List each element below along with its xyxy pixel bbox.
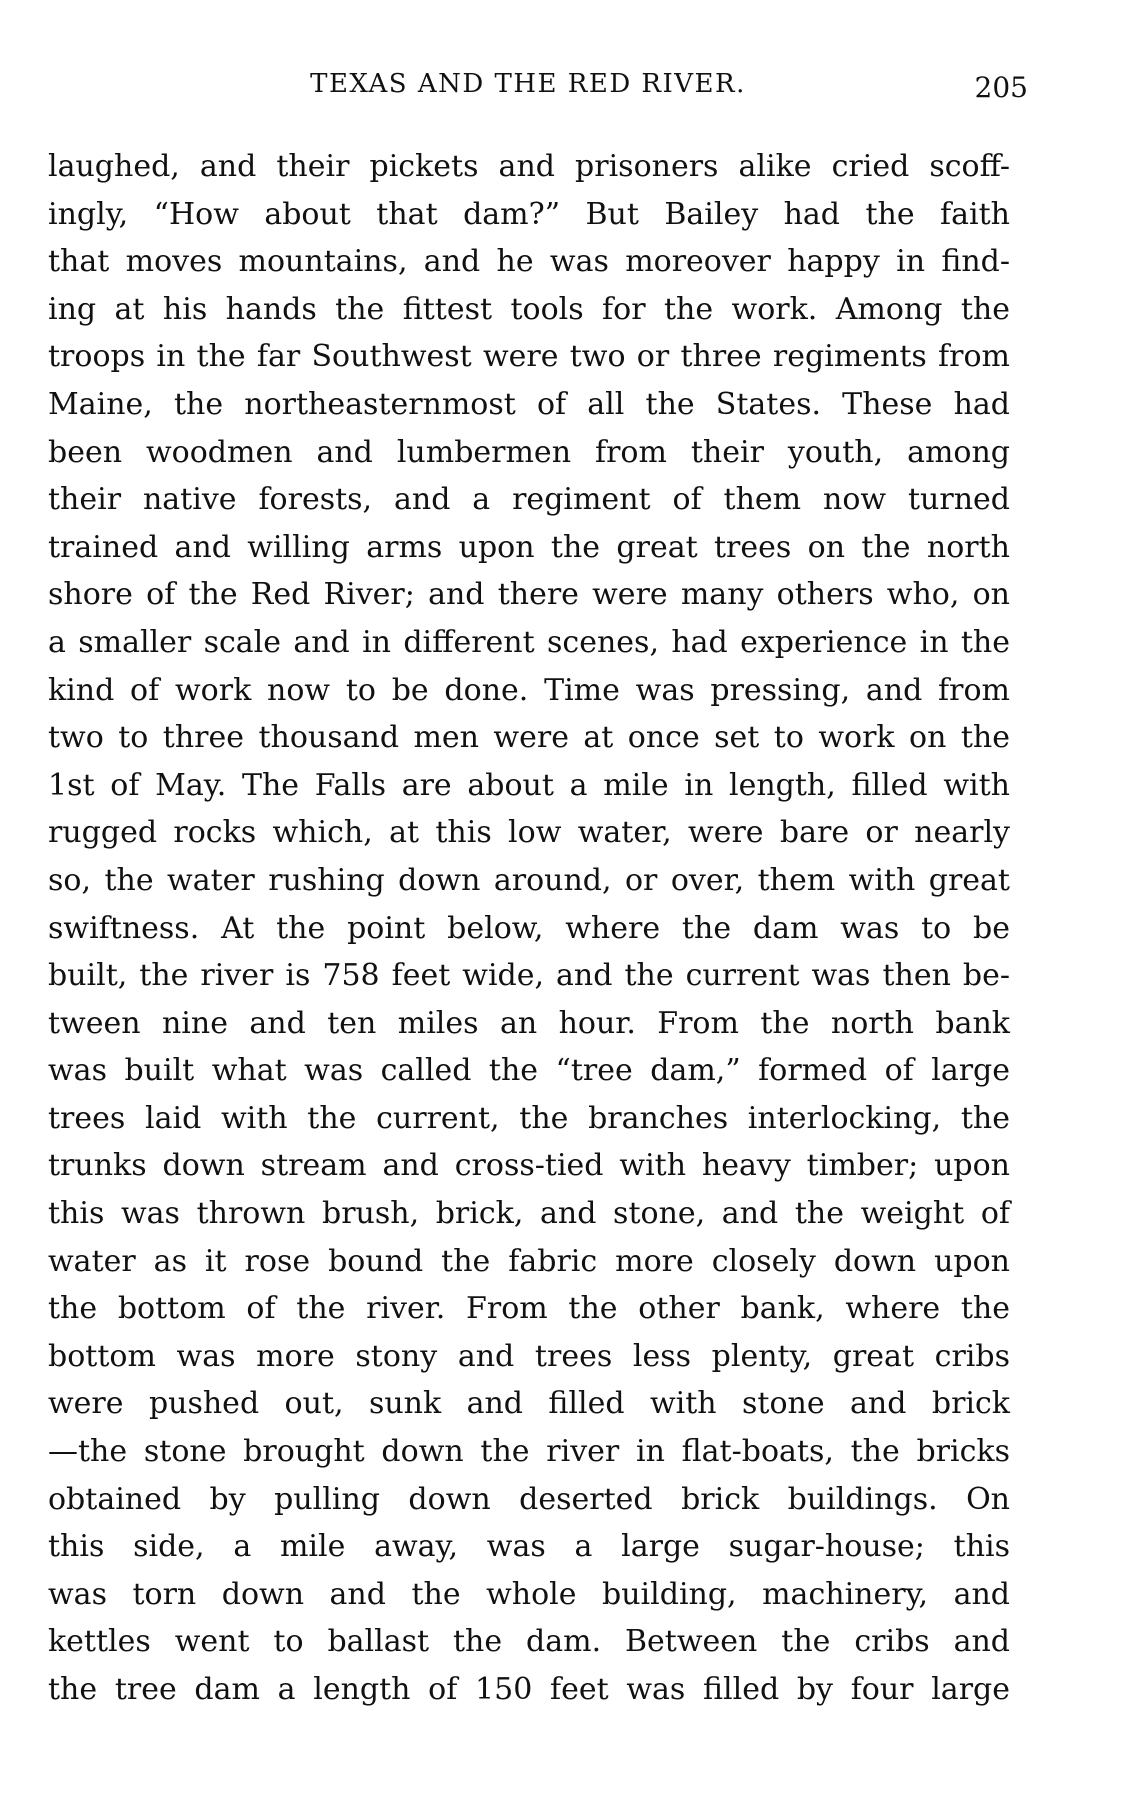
text-line: swiftness. At the point below, where the dam was to be — [48, 910, 1010, 946]
text-line: 1st of May. The Falls are about a mile in length, filled with — [48, 767, 1010, 803]
text-line: their native forests, and a regiment of them now turned — [48, 482, 1010, 518]
text-line: kettles went to ballast the dam. Between the cribs and — [48, 1624, 1010, 1660]
text-line: obtained by pulling down deserted brick buildings. On — [48, 1481, 1010, 1517]
text-line: shore of the Red River; and there were many others who, on — [48, 577, 1010, 613]
text-line: was built what was called the “tree dam,” formed of large — [48, 1053, 1010, 1089]
running-head — [48, 64, 1048, 104]
text-line: been woodmen and lumbermen from their youth, among — [48, 434, 1010, 470]
text-line: Maine, the northeasternmost of all the States. These had — [48, 386, 1010, 422]
text-line: rugged rocks which, at this low water, were bare or nearly — [48, 815, 1010, 851]
text-line: ingly, “How about that dam?” But Bailey had the faith — [48, 196, 1010, 232]
text-line: was torn down and the whole building, machinery, and — [48, 1576, 1010, 1612]
text-line: two to three thousand men were at once set to work on the — [48, 720, 1010, 756]
text-line: tween nine and ten miles an hour. From the north bank — [48, 1005, 1010, 1041]
text-line: water as it rose bound the fabric more closely down upon — [48, 1243, 1010, 1279]
text-line: bottom was more stony and trees less plenty, great cribs — [48, 1338, 1010, 1374]
text-line: the bottom of the river. From the other bank, where the — [48, 1291, 1010, 1327]
text-line: ing at his hands the fittest tools for the work. Among the — [48, 291, 1010, 327]
text-line: kind of work now to be done. Time was pressing, and from — [48, 672, 1010, 708]
text-line: trained and willing arms upon the great trees on the north — [48, 529, 1010, 565]
text-line: were pushed out, sunk and filled with stone and brick — [48, 1386, 1010, 1422]
text-line: so, the water rushing down around, or over, them with great — [48, 862, 1010, 898]
text-line: laughed, and their pickets and prisoners alike cried scoff- — [48, 149, 1010, 184]
page-number: 205 — [974, 71, 1028, 104]
text-line: a smaller scale and in different scenes, had experience in the — [48, 624, 1010, 660]
text-line: trunks down stream and cross-tied with heavy timber; upon — [48, 1148, 1010, 1184]
body-paragraph — [48, 143, 1010, 1714]
text-line: this side, a mile away, was a large sugar-house; this — [48, 1529, 1010, 1565]
running-title: TEXAS AND THE RED RIVER. — [310, 69, 746, 99]
text-line: that moves mountains, and he was moreover happy in find- — [48, 244, 1010, 280]
text-line: troops in the far Southwest were two or three regiments from — [48, 339, 1010, 375]
text-line: —the stone brought down the river in flat-boats, the bricks — [48, 1434, 1010, 1470]
text-line: this was thrown brush, brick, and stone, and the weight of — [48, 1196, 1010, 1232]
text-line: trees laid with the current, the branches interlocking, the — [48, 1100, 1010, 1136]
text-line: the tree dam a length of 150 feet was filled by four large — [48, 1672, 1010, 1707]
text-line: built, the river is 758 feet wide, and the current was then be- — [48, 958, 1010, 994]
